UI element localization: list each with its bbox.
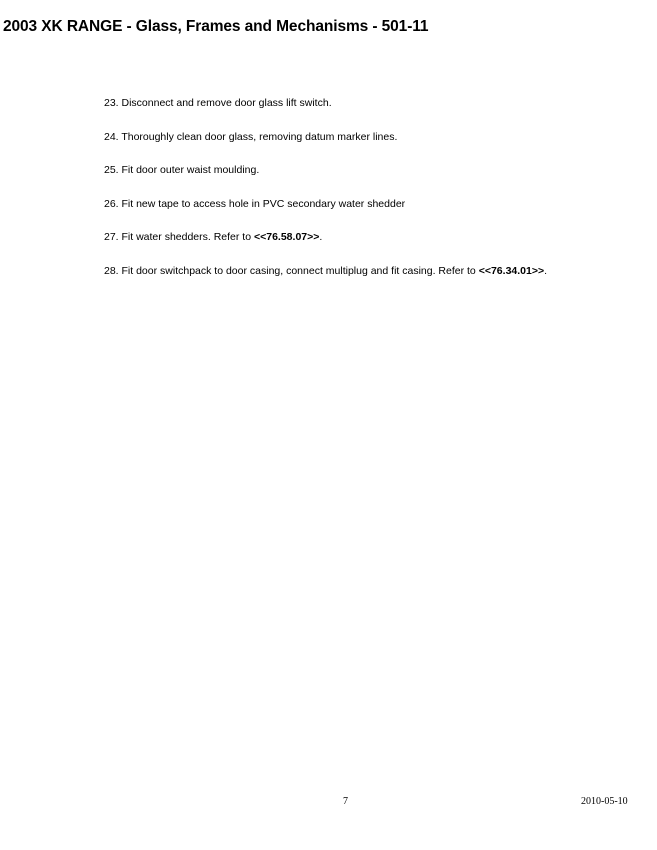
step-text: 28. Fit door switchpack to door casing, connect multiplug and fit casing. Refer to [104,264,479,277]
print-date: 2010-05-10 [581,796,628,807]
step-text-end: . [319,231,323,244]
reference-link-76-58-07[interactable]: <<76.58.07>> [253,231,320,244]
step-24 [104,130,547,164]
step-28 [104,264,547,298]
step-text: 27. Fit water shedders. Refer to [104,231,254,244]
step-25 [104,163,547,197]
step-text: 24. Thoroughly clean door glass, removing datum marker lines. [104,130,398,143]
step-26 [104,197,547,231]
step-23 [104,96,547,130]
page-number: 7 [343,796,348,807]
procedure-steps [104,96,547,298]
step-text: 26. Fit new tape to access hole in PVC secondary water shedder [104,197,406,210]
page-title: 2003 XK RANGE - Glass, Frames and Mechanisms - 501-11 [3,18,429,35]
step-text: 23. Disconnect and remove door glass lift switch. [104,97,332,109]
step-27 [104,230,547,264]
step-text-end: . [544,264,548,277]
step-text: 25. Fit door outer waist moulding. [104,164,260,177]
reference-link-76-34-01[interactable]: <<76.34.01>> [478,264,545,277]
